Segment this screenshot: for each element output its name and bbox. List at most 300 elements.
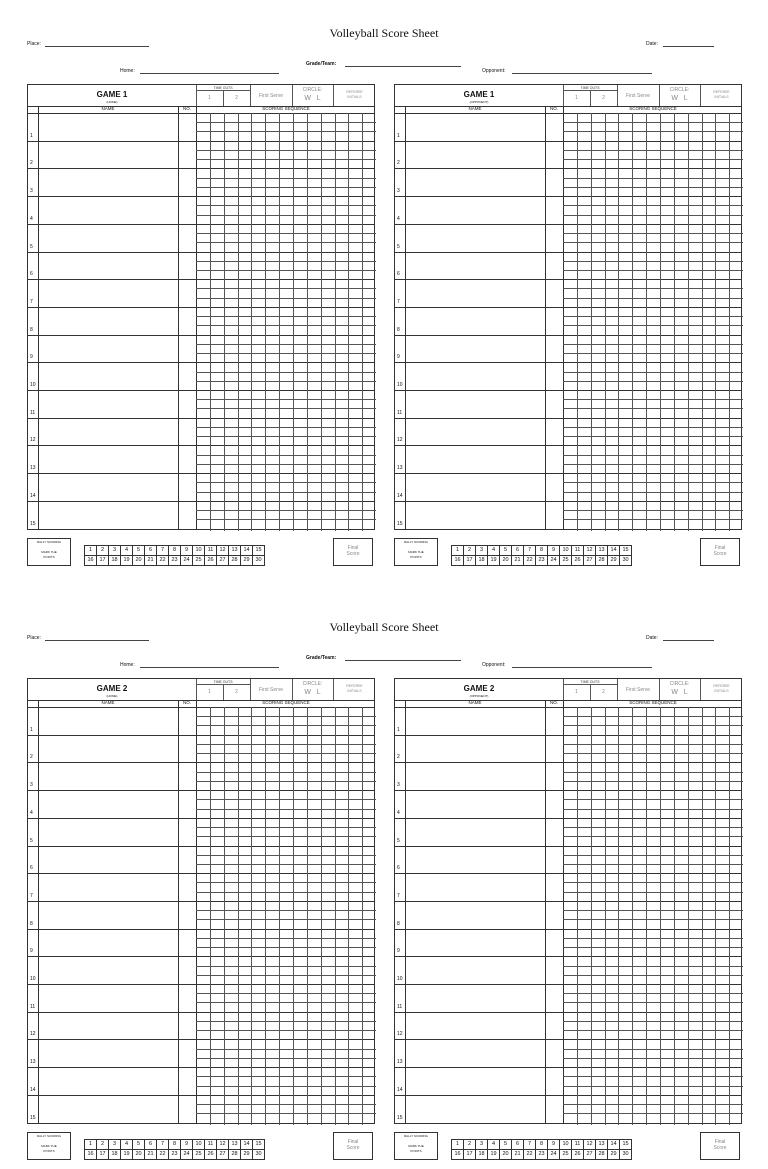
rally-point-cell[interactable]: 5 [500, 546, 512, 556]
rally-point-cell[interactable]: 10 [560, 1140, 572, 1150]
rally-point-cell[interactable]: 1 [452, 546, 464, 556]
player-number-cell[interactable] [546, 280, 562, 306]
player-number-cell[interactable] [546, 819, 562, 845]
player-number-cell[interactable] [546, 446, 562, 472]
rally-point-cell[interactable]: 26 [205, 1150, 217, 1160]
rally-point-cell[interactable]: 18 [109, 556, 121, 566]
initials-label[interactable]: INITIALS [347, 95, 362, 99]
rally-point-cell[interactable]: 16 [452, 556, 464, 566]
player-number-cell[interactable] [546, 874, 562, 900]
player-number-cell[interactable] [546, 197, 562, 223]
rally-point-cell[interactable]: 22 [157, 1150, 169, 1160]
player-name-cell[interactable] [406, 169, 544, 195]
player-name-cell[interactable] [406, 446, 544, 472]
rally-point-cell[interactable]: 12 [217, 546, 229, 556]
rally-point-cell[interactable]: 18 [476, 1150, 488, 1160]
place-field[interactable] [45, 46, 149, 47]
mark-points-label: MARK THE [41, 1144, 57, 1148]
rally-point-cell[interactable]: 19 [488, 556, 500, 566]
player-number-cell[interactable] [179, 819, 195, 845]
player-number-cell[interactable] [179, 763, 195, 789]
player-name-cell[interactable] [406, 902, 544, 928]
rally-point-cell[interactable]: 21 [145, 556, 157, 566]
rally-point-cell[interactable]: 25 [560, 1150, 572, 1160]
rally-point-cell[interactable]: 8 [536, 1140, 548, 1150]
player-name-cell[interactable] [39, 736, 177, 762]
rally-point-cell[interactable]: 11 [205, 1140, 217, 1150]
rally-point-cell[interactable]: 28 [596, 1150, 608, 1160]
player-number-cell[interactable] [179, 1068, 195, 1094]
player-number-cell[interactable] [179, 736, 195, 762]
rally-point-cell[interactable]: 14 [608, 1140, 620, 1150]
rally-point-cell[interactable]: 3 [109, 1140, 121, 1150]
rally-point-cell[interactable]: 11 [572, 546, 584, 556]
rally-point-cell[interactable]: 17 [464, 556, 476, 566]
player-name-cell[interactable] [39, 142, 177, 168]
rally-scoring-box [394, 1132, 438, 1160]
rally-point-cell[interactable]: 16 [85, 556, 97, 566]
player-row-number: 5 [397, 243, 400, 250]
player-name-cell[interactable] [39, 308, 177, 334]
player-number-cell[interactable] [546, 1068, 562, 1094]
first-serve-box[interactable]: First Serve [625, 93, 651, 99]
rally-point-cell[interactable]: 13 [596, 546, 608, 556]
player-row-number: 15 [397, 520, 403, 527]
player-name-cell[interactable] [39, 985, 177, 1011]
player-number-cell[interactable] [546, 474, 562, 500]
player-name-cell[interactable] [39, 502, 177, 528]
opponent-field[interactable] [512, 73, 652, 74]
timeout-2-box[interactable]: 2 [602, 95, 605, 101]
rally-point-cell[interactable]: 3 [476, 1140, 488, 1150]
player-number-cell[interactable] [179, 169, 195, 195]
player-name-cell[interactable] [39, 1040, 177, 1066]
rally-point-cell[interactable]: 17 [464, 1150, 476, 1160]
rally-point-cell[interactable]: 24 [548, 556, 560, 566]
rally-point-cell[interactable]: 28 [596, 556, 608, 566]
player-row-number: 15 [30, 1114, 36, 1121]
player-number-cell[interactable] [546, 502, 562, 528]
rally-point-cell[interactable]: 30 [620, 556, 632, 566]
timeout-2-box[interactable]: 2 [235, 95, 238, 101]
rally-point-cell[interactable]: 17 [97, 556, 109, 566]
player-name-cell[interactable] [39, 391, 177, 417]
rally-point-cell[interactable]: 15 [253, 1140, 265, 1150]
player-number-cell[interactable] [546, 957, 562, 983]
rally-point-cell[interactable]: 9 [181, 546, 193, 556]
player-name-cell[interactable] [406, 391, 544, 417]
rally-point-cell[interactable]: 4 [488, 1140, 500, 1150]
rally-point-cell[interactable]: 18 [476, 556, 488, 566]
rally-point-cell[interactable]: 7 [524, 546, 536, 556]
rally-point-cell[interactable]: 28 [229, 556, 241, 566]
rally-point-cell[interactable]: 4 [488, 546, 500, 556]
rally-point-cell[interactable]: 21 [145, 1150, 157, 1160]
player-number-cell[interactable] [546, 1096, 562, 1122]
rally-point-cell[interactable]: 14 [241, 546, 253, 556]
player-number-cell[interactable] [546, 253, 562, 279]
rally-point-cell[interactable]: 3 [109, 546, 121, 556]
rally-point-cell[interactable]: 14 [608, 546, 620, 556]
player-number-cell[interactable] [546, 1040, 562, 1066]
win-loss-circle[interactable]: W L [304, 689, 321, 696]
rally-point-cell[interactable]: 25 [193, 556, 205, 566]
player-name-cell[interactable] [39, 419, 177, 445]
rally-point-cell[interactable]: 28 [229, 1150, 241, 1160]
rally-point-cell[interactable]: 20 [500, 556, 512, 566]
final-score-box[interactable] [333, 1132, 373, 1160]
player-number-cell[interactable] [179, 847, 195, 873]
player-number-cell[interactable] [546, 142, 562, 168]
rally-point-cell[interactable]: 19 [121, 556, 133, 566]
player-name-cell[interactable] [406, 114, 544, 140]
player-name-cell[interactable] [39, 763, 177, 789]
player-name-cell[interactable] [39, 169, 177, 195]
rally-point-cell[interactable]: 19 [121, 1150, 133, 1160]
rally-point-cell[interactable]: 25 [193, 1150, 205, 1160]
player-number-cell[interactable] [179, 985, 195, 1011]
rally-point-cell[interactable]: 2 [97, 546, 109, 556]
scoring-column-line [265, 113, 266, 531]
rally-point-cell[interactable]: 6 [512, 546, 524, 556]
rally-point-cell[interactable]: 26 [572, 556, 584, 566]
rally-point-cell[interactable]: 15 [620, 1140, 632, 1150]
win-loss-circle[interactable]: W L [304, 95, 321, 102]
player-name-cell[interactable] [39, 819, 177, 845]
player-name-cell[interactable] [406, 1096, 544, 1122]
rally-point-cell[interactable]: 27 [584, 556, 596, 566]
player-name-cell[interactable] [406, 847, 544, 873]
player-row-number: 12 [30, 437, 36, 444]
rally-point-cell[interactable]: 18 [109, 1150, 121, 1160]
player-name-cell[interactable] [39, 1068, 177, 1094]
player-name-cell[interactable] [39, 902, 177, 928]
player-name-cell[interactable] [39, 1096, 177, 1122]
mark-points-label: MARK THE [408, 550, 424, 554]
rally-point-cell[interactable]: 4 [121, 546, 133, 556]
player-name-cell[interactable] [406, 957, 544, 983]
rally-point-cell[interactable]: 17 [97, 1150, 109, 1160]
rally-point-cell[interactable]: 26 [572, 1150, 584, 1160]
timeout-1-box[interactable]: 1 [208, 95, 211, 101]
player-name-cell[interactable] [406, 874, 544, 900]
rally-point-cell[interactable]: 29 [241, 1150, 253, 1160]
rally-point-cell[interactable]: 19 [488, 1150, 500, 1160]
first-serve-box[interactable]: First Serve [625, 687, 651, 693]
scoring-column-line [210, 113, 211, 531]
rally-point-cell[interactable]: 6 [512, 1140, 524, 1150]
opponent-label: Opponent: [482, 68, 506, 74]
rally-point-cell[interactable]: 30 [253, 1150, 265, 1160]
player-name-cell[interactable] [406, 736, 544, 762]
rally-point-cell[interactable]: 5 [133, 1140, 145, 1150]
player-name-cell[interactable] [406, 253, 544, 279]
player-name-cell[interactable] [406, 1068, 544, 1094]
scoring-column-line [729, 707, 730, 1125]
rally-point-cell[interactable]: 12 [217, 1140, 229, 1150]
rally-point-cell[interactable]: 30 [620, 1150, 632, 1160]
scoring-column-line [702, 113, 703, 531]
rally-point-cell[interactable]: 23 [536, 556, 548, 566]
rally-point-cell[interactable]: 2 [464, 546, 476, 556]
rally-point-cell[interactable]: 20 [133, 556, 145, 566]
rally-point-cell[interactable]: 22 [524, 556, 536, 566]
player-number-cell[interactable] [546, 763, 562, 789]
player-number-cell[interactable] [179, 336, 195, 362]
rally-point-cell[interactable]: 15 [620, 546, 632, 556]
win-loss-circle[interactable]: W L [671, 95, 688, 102]
timeout-1-box[interactable]: 1 [208, 689, 211, 695]
initials-label[interactable]: INITIALS [714, 689, 729, 693]
player-number-cell[interactable] [546, 1013, 562, 1039]
rally-point-cell[interactable]: 16 [452, 1150, 464, 1160]
rally-point-cell[interactable]: 1 [85, 546, 97, 556]
rally-point-cell[interactable]: 26 [205, 556, 217, 566]
player-name-cell[interactable] [39, 847, 177, 873]
player-number-cell[interactable] [179, 114, 195, 140]
player-name-cell[interactable] [39, 225, 177, 251]
player-number-cell[interactable] [546, 308, 562, 334]
timeout-2-box[interactable]: 2 [602, 689, 605, 695]
rally-point-cell[interactable]: 6 [145, 1140, 157, 1150]
player-number-cell[interactable] [546, 985, 562, 1011]
rally-point-cell[interactable]: 22 [157, 556, 169, 566]
player-name-cell[interactable] [406, 763, 544, 789]
player-name-cell[interactable] [39, 957, 177, 983]
home-field[interactable] [140, 73, 279, 74]
player-row-number: 11 [397, 409, 403, 416]
player-name-cell[interactable] [406, 819, 544, 845]
player-number-cell[interactable] [179, 142, 195, 168]
player-row-number: 5 [30, 243, 33, 250]
timeout-1-box[interactable]: 1 [575, 95, 578, 101]
win-loss-circle[interactable]: W L [671, 689, 688, 696]
player-name-cell[interactable] [406, 336, 544, 362]
player-number-cell[interactable] [546, 363, 562, 389]
rally-point-cell[interactable]: 7 [524, 1140, 536, 1150]
first-serve-box[interactable]: First Serve [258, 687, 284, 693]
player-name-cell[interactable] [406, 1040, 544, 1066]
opponent-field[interactable] [512, 667, 652, 668]
player-number-cell[interactable] [179, 197, 195, 223]
player-name-cell[interactable] [39, 930, 177, 956]
player-number-cell[interactable] [179, 446, 195, 472]
player-name-cell[interactable] [406, 985, 544, 1011]
player-number-cell[interactable] [546, 791, 562, 817]
player-number-cell[interactable] [179, 874, 195, 900]
player-name-cell[interactable] [406, 930, 544, 956]
player-number-cell[interactable] [546, 902, 562, 928]
rally-point-cell[interactable]: 21 [512, 556, 524, 566]
rally-point-cell[interactable]: 16 [85, 1150, 97, 1160]
player-number-cell[interactable] [179, 1040, 195, 1066]
rally-point-cell[interactable]: 21 [512, 1150, 524, 1160]
rally-point-cell[interactable]: 20 [500, 1150, 512, 1160]
score-sheet [0, 0, 768, 575]
player-number-cell[interactable] [546, 336, 562, 362]
sheet-title: Volleyball Score Sheet [329, 26, 439, 40]
player-number-cell[interactable] [179, 1096, 195, 1122]
player-number-cell[interactable] [546, 225, 562, 251]
grade-team-label: Grade/Team: [306, 655, 337, 661]
player-name-cell[interactable] [39, 474, 177, 500]
rally-point-cell[interactable]: 9 [548, 546, 560, 556]
rally-point-cell[interactable]: 20 [133, 1150, 145, 1160]
player-number-cell[interactable] [546, 736, 562, 762]
rally-point-cell[interactable]: 14 [241, 1140, 253, 1150]
final-score-box[interactable] [700, 1132, 740, 1160]
final-score-label-2: Score [713, 551, 727, 557]
player-number-cell[interactable] [546, 419, 562, 445]
player-number-cell[interactable] [546, 930, 562, 956]
player-name-cell[interactable] [406, 502, 544, 528]
rally-point-cell[interactable]: 1 [452, 1140, 464, 1150]
player-name-cell[interactable] [39, 791, 177, 817]
rally-point-cell[interactable]: 23 [536, 1150, 548, 1160]
player-number-cell[interactable] [179, 708, 195, 734]
player-number-cell[interactable] [546, 114, 562, 140]
player-name-cell[interactable] [39, 114, 177, 140]
player-number-cell[interactable] [179, 253, 195, 279]
rally-point-cell[interactable]: 10 [193, 546, 205, 556]
player-number-cell[interactable] [179, 280, 195, 306]
first-serve-box[interactable]: First Serve [258, 93, 284, 99]
rally-point-cell[interactable]: 27 [217, 1150, 229, 1160]
player-number-cell[interactable] [179, 308, 195, 334]
rally-point-cell[interactable]: 8 [536, 546, 548, 556]
rally-point-cell[interactable]: 24 [181, 1150, 193, 1160]
player-number-cell[interactable] [179, 225, 195, 251]
timeout-2-box[interactable]: 2 [235, 689, 238, 695]
rally-point-cell[interactable]: 29 [608, 1150, 620, 1160]
rally-point-cell[interactable]: 13 [596, 1140, 608, 1150]
player-name-cell[interactable] [406, 791, 544, 817]
timeout-1-box[interactable]: 1 [575, 689, 578, 695]
player-name-cell[interactable] [39, 363, 177, 389]
player-number-cell[interactable] [546, 847, 562, 873]
rally-point-cell[interactable]: 9 [548, 1140, 560, 1150]
player-number-cell[interactable] [179, 930, 195, 956]
rally-point-cell[interactable]: 13 [229, 546, 241, 556]
player-name-cell[interactable] [406, 1013, 544, 1039]
rally-point-cell[interactable]: 2 [97, 1140, 109, 1150]
player-name-cell[interactable] [39, 446, 177, 472]
rally-point-cell[interactable]: 7 [157, 546, 169, 556]
player-name-cell[interactable] [39, 280, 177, 306]
rally-point-cell[interactable]: 25 [560, 556, 572, 566]
player-name-cell[interactable] [39, 197, 177, 223]
rally-point-cell[interactable]: 11 [572, 1140, 584, 1150]
rally-point-cell[interactable]: 24 [181, 556, 193, 566]
rally-point-cell[interactable]: 13 [229, 1140, 241, 1150]
rally-point-cell[interactable]: 23 [169, 1150, 181, 1160]
player-number-cell[interactable] [179, 419, 195, 445]
player-name-cell[interactable] [39, 1013, 177, 1039]
rally-point-cell[interactable]: 30 [253, 556, 265, 566]
rally-point-cell[interactable]: 6 [145, 546, 157, 556]
place-field[interactable] [45, 640, 149, 641]
player-name-cell[interactable] [406, 363, 544, 389]
player-name-cell[interactable] [406, 474, 544, 500]
final-score-box[interactable] [700, 538, 740, 566]
rally-point-cell[interactable]: 8 [169, 1140, 181, 1150]
initials-label[interactable]: INITIALS [347, 689, 362, 693]
date-field[interactable] [663, 640, 714, 641]
rally-point-cell[interactable]: 7 [157, 1140, 169, 1150]
player-number-cell[interactable] [179, 363, 195, 389]
grade-team-field[interactable] [345, 660, 461, 661]
player-number-cell[interactable] [179, 902, 195, 928]
rally-point-cell[interactable]: 12 [584, 1140, 596, 1150]
date-field[interactable] [663, 46, 714, 47]
rally-point-cell[interactable]: 5 [133, 546, 145, 556]
player-name-cell[interactable] [406, 280, 544, 306]
player-name-cell[interactable] [406, 308, 544, 334]
player-name-cell[interactable] [39, 708, 177, 734]
rally-point-cell[interactable]: 15 [253, 546, 265, 556]
player-number-cell[interactable] [179, 391, 195, 417]
rally-point-cell[interactable]: 3 [476, 546, 488, 556]
rally-point-cell[interactable]: 12 [584, 546, 596, 556]
rally-point-cell[interactable]: 10 [193, 1140, 205, 1150]
player-name-cell[interactable] [406, 142, 544, 168]
rally-point-cell[interactable]: 2 [464, 1140, 476, 1150]
rally-point-cell[interactable]: 23 [169, 556, 181, 566]
player-number-cell[interactable] [546, 708, 562, 734]
rally-point-cell[interactable]: 8 [169, 546, 181, 556]
player-number-cell[interactable] [179, 502, 195, 528]
final-score-box[interactable] [333, 538, 373, 566]
rally-point-cell[interactable]: 27 [584, 1150, 596, 1160]
timeouts-label-divider [563, 90, 617, 91]
rally-point-cell[interactable]: 11 [205, 546, 217, 556]
player-number-cell[interactable] [179, 791, 195, 817]
player-name-cell[interactable] [39, 253, 177, 279]
rally-point-cell[interactable]: 27 [217, 556, 229, 566]
player-name-cell[interactable] [406, 419, 544, 445]
rally-point-cell[interactable]: 5 [500, 1140, 512, 1150]
rally-point-cell[interactable]: 29 [608, 556, 620, 566]
home-field[interactable] [140, 667, 279, 668]
rally-point-cell[interactable]: 29 [241, 556, 253, 566]
rally-points-grid [451, 545, 632, 566]
player-number-cell[interactable] [179, 474, 195, 500]
player-name-cell[interactable] [39, 336, 177, 362]
rally-point-cell[interactable]: 22 [524, 1150, 536, 1160]
rally-point-cell[interactable]: 10 [560, 546, 572, 556]
grade-team-field[interactable] [345, 66, 461, 67]
rally-point-cell[interactable]: 4 [121, 1140, 133, 1150]
referee-label: REFEREE [713, 684, 730, 688]
rally-scoring-box [27, 1132, 71, 1160]
player-number-cell[interactable] [546, 169, 562, 195]
player-number-cell[interactable] [546, 391, 562, 417]
rally-point-cell[interactable]: 9 [181, 1140, 193, 1150]
rally-point-cell[interactable]: 1 [85, 1140, 97, 1150]
player-row-number: 1 [397, 132, 400, 139]
player-row-number: 10 [397, 382, 403, 388]
player-name-cell[interactable] [406, 197, 544, 223]
player-name-cell[interactable] [39, 874, 177, 900]
rally-point-cell[interactable]: 24 [548, 1150, 560, 1160]
initials-label[interactable]: INITIALS [714, 95, 729, 99]
rally-scoring-box [394, 538, 438, 566]
player-name-cell[interactable] [406, 225, 544, 251]
player-name-cell[interactable] [406, 708, 544, 734]
player-number-cell[interactable] [179, 1013, 195, 1039]
player-number-cell[interactable] [179, 957, 195, 983]
player-row-number: 3 [30, 782, 33, 789]
